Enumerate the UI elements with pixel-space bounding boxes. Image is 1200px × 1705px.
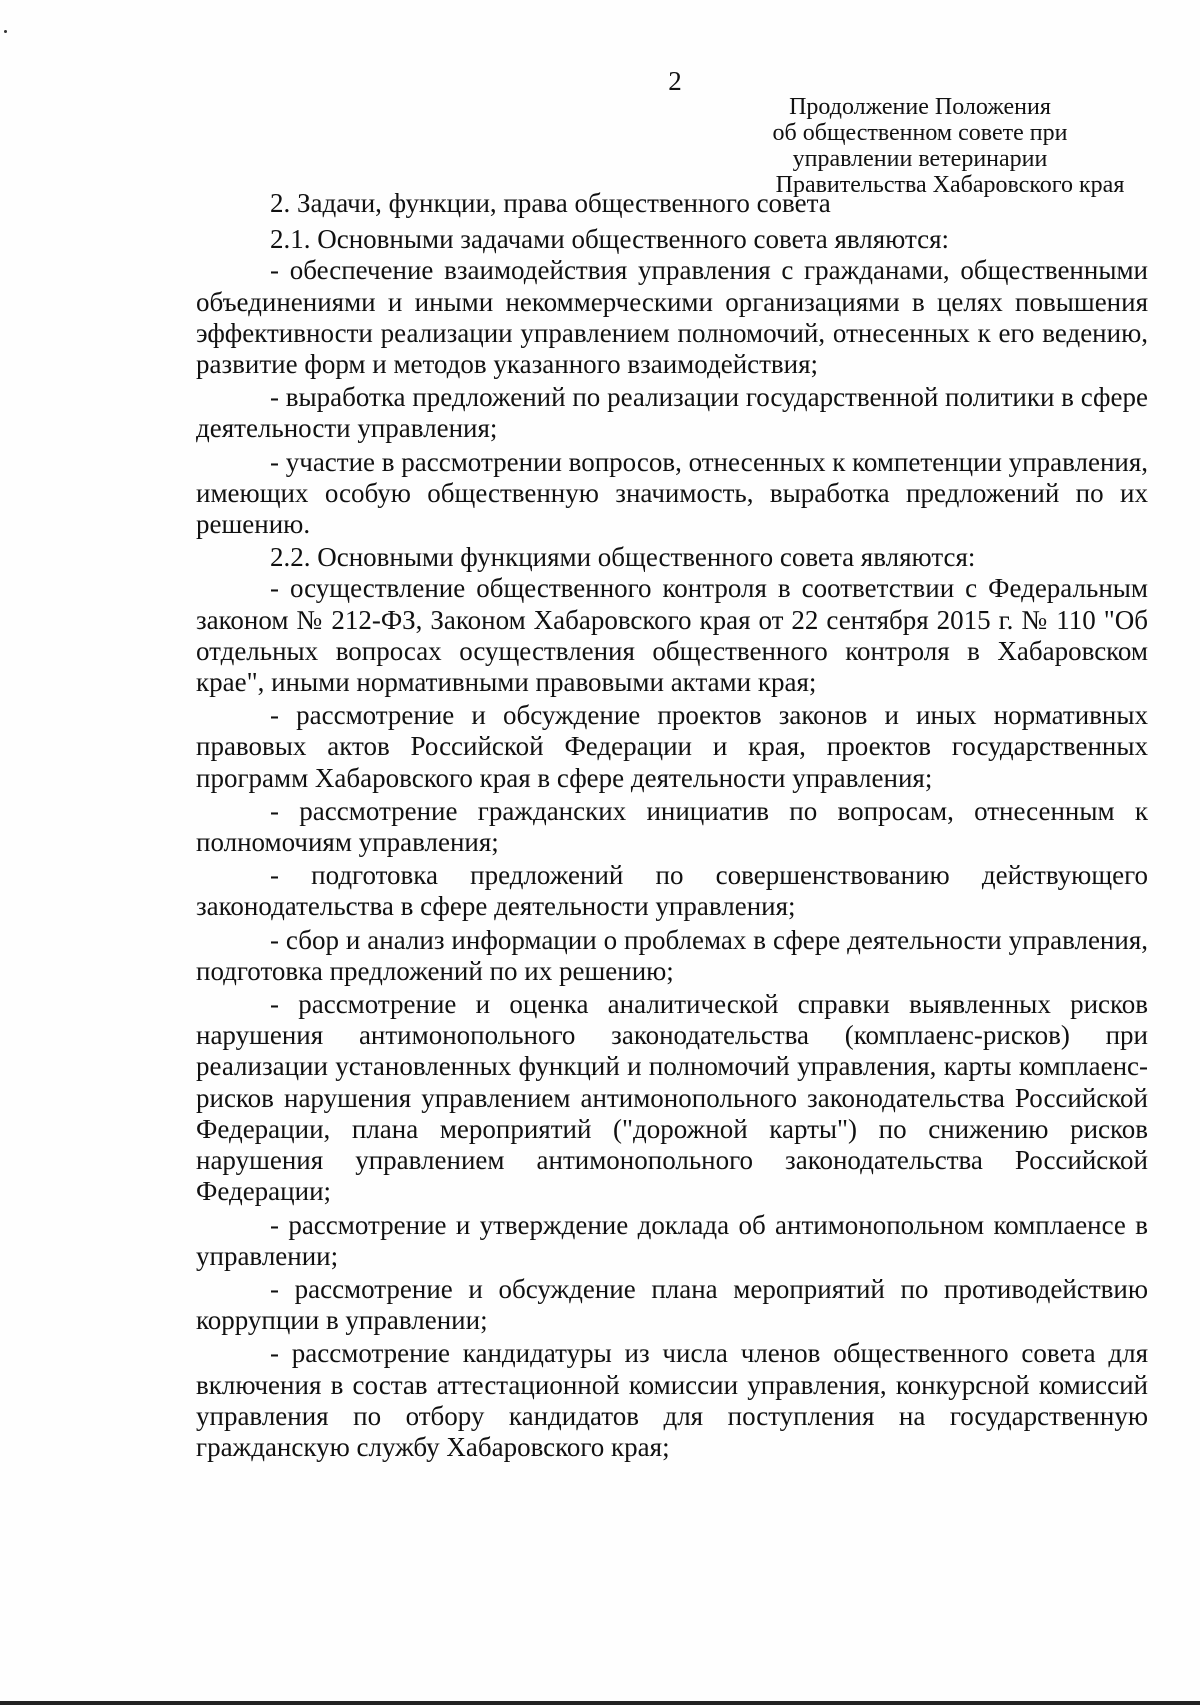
page-number: 2	[668, 66, 682, 96]
list-item: - участие в рассмотрении вопросов, отнесенных к компетенции управления, имеющих особую общественную значимость, выработка предложений по их решению.	[196, 446, 1149, 540]
list-item: - рассмотрение и обсуждение плана мероприятий по противодействию коррупции в управлении;	[196, 1273, 1148, 1336]
list-item: - обеспечение взаимодействия управления с гражданами, общественными объединениями и иными некоммерческими организациями в целях повышения эффективности реализации управлением полномочий, отнесенных к его ведению, развитие форм и методов указанного взаимодействия;	[196, 255, 1148, 380]
list-item: - рассмотрение и утверждение доклада об антимонопольном комплаенсе в управлении;	[196, 1209, 1148, 1271]
header-line: Правительства Хабаровского края	[775, 172, 1125, 198]
list-item: - рассмотрение и оценка аналитической справки выявленных рисков нарушения антимонопольного законодательства (комплаенс-рисков) при реализации установленных функций и полномочий управления, карты комплаенс-рисков нарушения управлением антимонопольного законодательства Российской Федерации, плана мероприятий ("дорожной карты") по снижению рисков нарушения управлением антимонопольного законодательства Российской Федерации;	[196, 989, 1148, 1207]
list-item: - рассмотрение гражданских инициатив по вопросам, отнесенным к полномочиям управления;	[196, 795, 1148, 858]
document-body	[196, 188, 1148, 1465]
list-item: - сбор и анализ информации о проблемах в сфере деятельности управления, подготовка предложений по их решению;	[196, 924, 1148, 986]
scan-edge-line	[0, 1701, 1200, 1705]
subsection-heading: 2.1. Основными задачами общественного совета являются:	[270, 224, 950, 255]
list-item: - осуществление общественного контроля в соответствии с Федеральным законом № 212-ФЗ, Законом Хабаровского края от 22 сентября 2015 г. № 110 "Об отдельных вопросах осуществления общественного контроля в Хабаровском крае", иными нормативными правовыми актами края;	[196, 573, 1148, 698]
subsection-heading: 2.2. Основными функциями общественного совета являются:	[270, 542, 976, 573]
header-line: управлении ветеринарии	[792, 146, 1048, 172]
list-item: - рассмотрение и обсуждение проектов законов и иных нормативных правовых актов Российской Федерации и края, проектов государственных программ Хабаровского края в сфере деятельности управления;	[196, 700, 1148, 793]
list-item: - выработка предложений по реализации государственной политики в сфере деятельности управления;	[196, 382, 1148, 444]
list-item: - рассмотрение кандидатуры из числа членов общественного совета для включения в состав аттестационной комиссии управления, конкурсной комиссий управления по отбору кандидатов для поступления на государственную гражданскую службу Хабаровского края;	[196, 1338, 1148, 1462]
document-header	[690, 94, 1150, 198]
list-item: - подготовка предложений по совершенствованию действующего законодательства в сфере деятельности управления;	[196, 860, 1148, 922]
section-title: 2. Задачи, функции, права общественного совета	[270, 188, 831, 218]
header-line: об общественном совете при	[772, 120, 1068, 146]
header-line: Продолжение Положения	[789, 94, 1051, 120]
scan-speck	[4, 30, 7, 33]
